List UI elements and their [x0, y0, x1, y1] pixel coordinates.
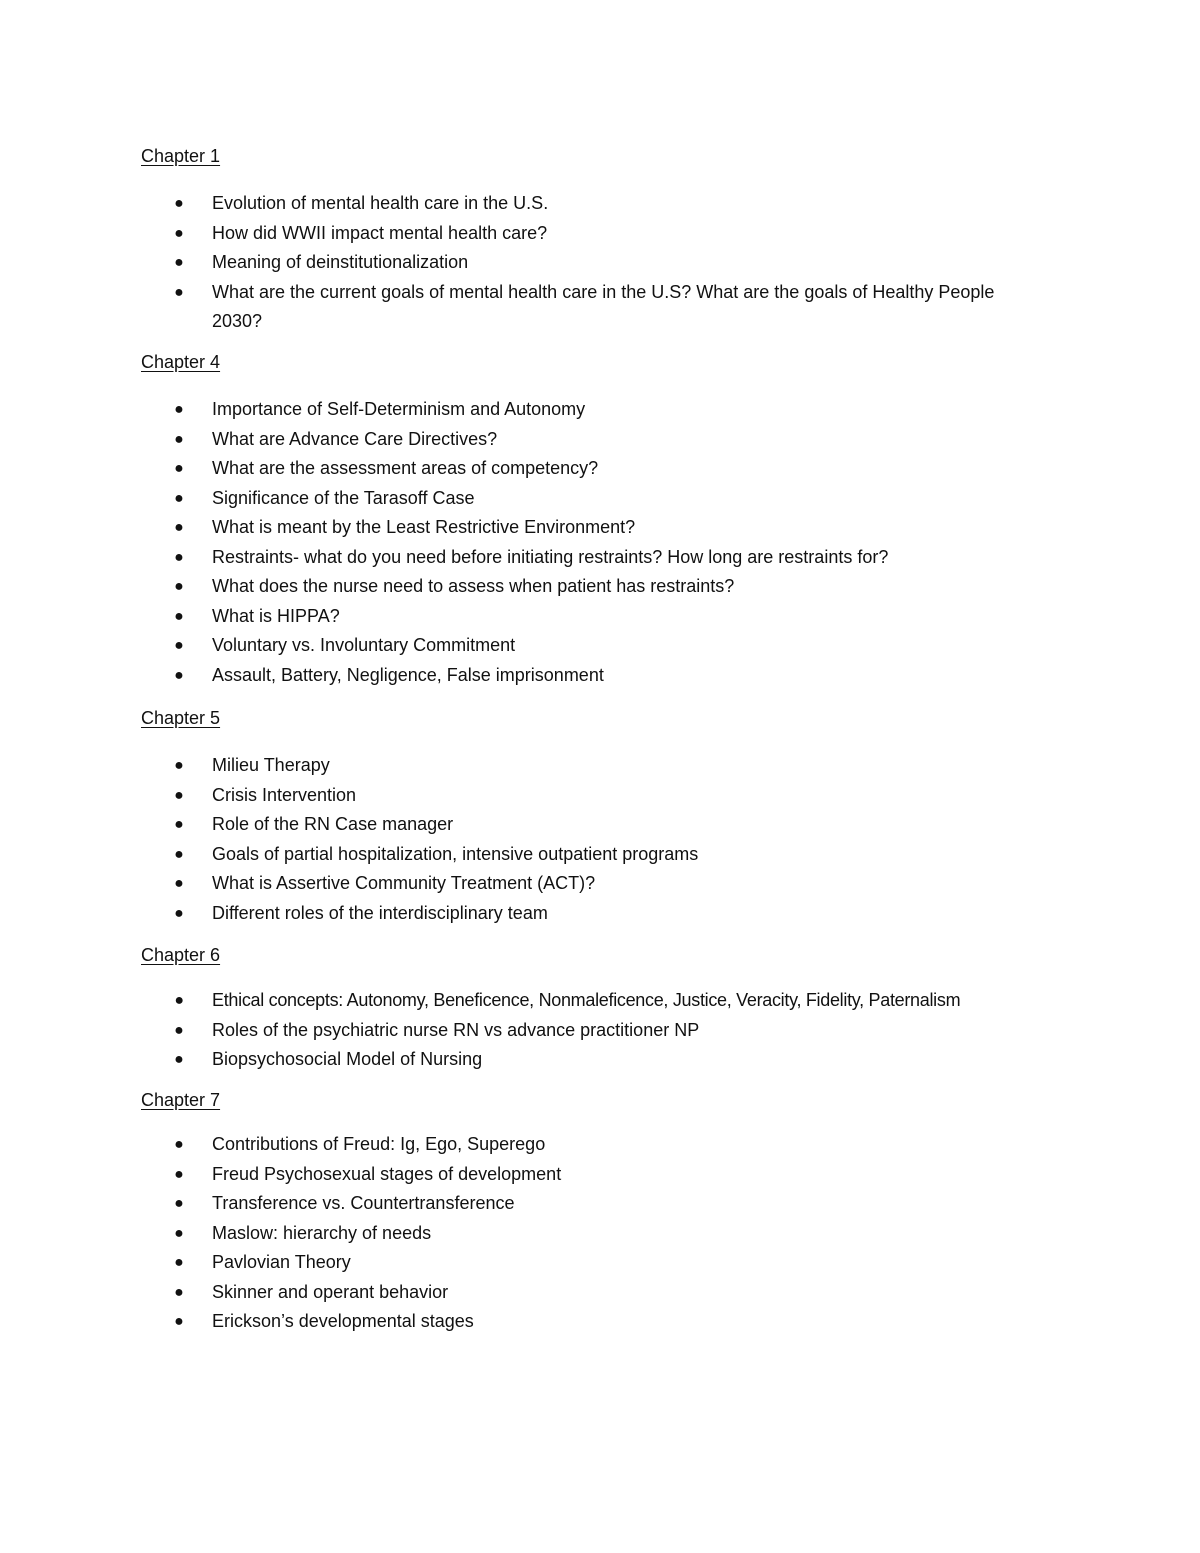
list-item: [141, 1248, 1101, 1278]
chapter-7-list: [141, 1130, 1101, 1337]
list-item: [141, 1016, 1101, 1046]
chapter-5-list: [141, 751, 1101, 928]
bullet-icon: ●: [174, 489, 184, 507]
bullet-icon: ●: [174, 401, 184, 418]
bullet-icon: ●: [174, 548, 184, 566]
bullet-icon: ●: [174, 607, 184, 625]
list-item: [141, 1130, 1101, 1160]
list-item-text: Goals of partial hospitalization, intensive outpatient programs: [212, 843, 699, 864]
bullet-icon: ●: [174, 904, 184, 922]
chapter-7-section: [141, 1089, 1101, 1337]
chapter-heading: Chapter 1: [141, 146, 221, 166]
chapter-heading: Chapter 7: [141, 1090, 221, 1110]
chapter-1-list: [141, 189, 1101, 337]
list-item-text: Meaning of deinstitutionalization: [212, 252, 469, 272]
list-item-text: Assault, Battery, Negligence, False imprisonment: [212, 664, 604, 685]
bullet-icon: ●: [174, 460, 184, 477]
list-item: [141, 395, 1101, 425]
list-item-text: Evolution of mental health care in the U.S.: [212, 193, 549, 213]
bullet-icon: ●: [174, 1136, 184, 1153]
chapter-4-section: [141, 351, 1101, 690]
list-item: [141, 1219, 1101, 1249]
list-item-text: Biopsychosocial Model of Nursing: [212, 1049, 483, 1069]
list-item: [141, 986, 1101, 1016]
bullet-icon: ●: [174, 1283, 184, 1301]
list-item-text: What is meant by the Least Restrictive Environment?: [212, 517, 636, 537]
list-item: [141, 631, 1101, 661]
list-item-text: Importance of Self-Determinism and Autonomy: [212, 399, 586, 419]
list-item: [141, 1160, 1101, 1190]
list-item-text: Milieu Therapy: [212, 755, 330, 775]
list-item: [141, 572, 1101, 602]
chapter-heading: Chapter 6: [141, 945, 221, 965]
bullet-icon: ●: [174, 1051, 184, 1068]
list-item-text: Roles of the psychiatric nurse RN vs advance practitioner NP: [212, 1019, 700, 1040]
list-item-text: What does the nurse need to assess when patient has restraints?: [212, 576, 735, 596]
bullet-icon: ●: [174, 1195, 184, 1212]
list-item-text: Pavlovian Theory: [212, 1252, 351, 1272]
list-item: [141, 189, 1101, 219]
bullet-icon: ●: [174, 1224, 184, 1242]
chapter-heading: Chapter 4: [141, 352, 221, 372]
list-item: [141, 1045, 1101, 1075]
list-item-text: Role of the RN Case manager: [212, 814, 454, 834]
list-item-text: What is HIPPA?: [212, 605, 340, 626]
list-item: [141, 751, 1101, 781]
chapter-4-list: [141, 395, 1101, 690]
list-item-text: How did WWII impact mental health care?: [212, 222, 548, 243]
list-item: [141, 661, 1101, 691]
list-item-text: Different roles of the interdisciplinary team: [212, 902, 548, 923]
list-item-text: Ethical concepts: Autonomy, Beneficence, Nonmaleficence, Justice, Veracity, Fidelity, Paternalism: [212, 990, 961, 1010]
list-item-text: What are the assessment areas of competency?: [212, 458, 599, 478]
bullet-icon: ●: [174, 666, 184, 684]
list-item-text: Voluntary vs. Involuntary Commitment: [212, 635, 516, 655]
bullet-icon: ●: [174, 816, 184, 833]
list-item-text: Transference vs. Countertransference: [212, 1193, 515, 1213]
bullet-icon: ●: [174, 1021, 184, 1039]
bullet-icon: ●: [174, 1254, 184, 1271]
list-item: [141, 1189, 1101, 1219]
list-item: [141, 602, 1101, 632]
list-item-text: Erickson’s developmental stages: [212, 1311, 474, 1331]
list-item: [141, 484, 1101, 514]
bullet-icon: ●: [174, 254, 184, 271]
list-item-text: What are Advance Care Directives?: [212, 428, 498, 449]
chapter-5-section: [141, 707, 1101, 928]
bullet-icon: ●: [174, 757, 184, 774]
list-item: [141, 899, 1101, 929]
bullet-icon: ●: [174, 637, 184, 654]
list-item: [141, 543, 1101, 573]
chapter-1-section: [141, 145, 1101, 337]
bullet-icon: ●: [174, 283, 184, 301]
list-item-text: Contributions of Freud: Ig, Ego, Superego: [212, 1134, 546, 1154]
bullet-icon: ●: [174, 224, 184, 242]
bullet-icon: ●: [174, 875, 184, 892]
list-item: [141, 248, 1101, 278]
list-item: [141, 219, 1101, 249]
bullet-icon: ●: [174, 786, 184, 804]
bullet-icon: ●: [174, 1165, 184, 1183]
list-item-text: Skinner and operant behavior: [212, 1281, 449, 1302]
chapter-heading: Chapter 5: [141, 708, 221, 728]
list-item: [141, 869, 1101, 899]
list-item: [141, 810, 1101, 840]
chapter-6-list: [141, 986, 1101, 1075]
bullet-icon: ●: [174, 519, 184, 536]
list-item: [141, 781, 1101, 811]
list-item: [141, 840, 1101, 870]
list-item: [141, 278, 1101, 337]
list-item: [141, 513, 1101, 543]
list-item: [141, 454, 1101, 484]
bullet-icon: ●: [174, 992, 184, 1009]
list-item-text: Restraints- what do you need before initiating restraints? How long are restraints for?: [212, 546, 889, 567]
list-item-text: What are the current goals of mental health care in the U.S? What are the goals of Healthy People 2030?: [212, 281, 995, 331]
bullet-icon: ●: [174, 430, 184, 448]
bullet-icon: ●: [174, 578, 184, 595]
list-item-text: Maslow: hierarchy of needs: [212, 1222, 432, 1243]
list-item-text: Freud Psychosexual stages of development: [212, 1163, 562, 1184]
list-item-text: What is Assertive Community Treatment (ACT)?: [212, 873, 596, 893]
list-item: [141, 1307, 1101, 1337]
bullet-icon: ●: [174, 845, 184, 863]
list-item-text: Significance of the Tarasoff Case: [212, 487, 475, 508]
chapter-6-section: [141, 944, 1101, 1075]
list-item: [141, 1278, 1101, 1308]
bullet-icon: ●: [174, 1313, 184, 1330]
list-item-text: Crisis Intervention: [212, 784, 357, 805]
list-item: [141, 425, 1101, 455]
bullet-icon: ●: [174, 195, 184, 212]
